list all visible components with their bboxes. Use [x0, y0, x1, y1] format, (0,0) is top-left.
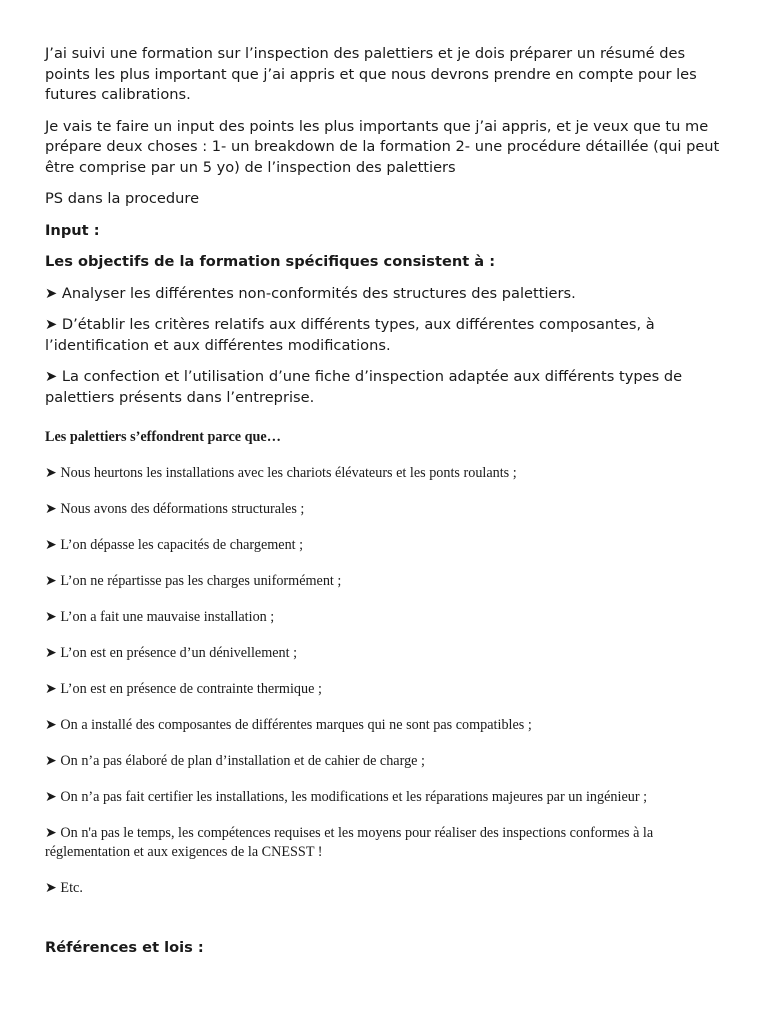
cause-item: ➤ On n'a pas le temps, les compétences requises et les moyens pour réaliser des inspections conformes à la réglementation et aux exigences de la CNESST ! [45, 825, 654, 860]
references-heading: Références et lois : [45, 939, 204, 956]
objectives-heading: Les objectifs de la formation spécifiques consistent à : [45, 253, 496, 270]
cause-item: ➤ L’on ne répartisse pas les charges uniformément ; [45, 573, 342, 589]
intro-section [45, 44, 725, 408]
cause-item: ➤ L’on dépasse les capacités de chargement ; [45, 537, 304, 553]
document-body [45, 44, 725, 958]
cause-item: ➤ On n’a pas fait certifier les installations, les modifications et les réparations majeures par un ingénieur ; [45, 789, 648, 805]
cause-item: ➤ Nous avons des déformations structurales ; [45, 501, 305, 517]
intro-paragraph-1: J’ai suivi une formation sur l’inspection des palettiers et je dois préparer un résumé des points les plus important que j’ai appris et que nous devrons prendre en compte pour les futures calibrations. [45, 45, 697, 103]
causes-list [45, 464, 725, 898]
cause-item: ➤ L’on est en présence d’un dénivellement ; [45, 645, 298, 661]
intro-paragraph-2: Je vais te faire un input des points les plus importants que j’ai appris, et je veux que tu me prépare deux choses : 1- un breakdown de la formation 2- une procédure détaillée (qui peut être comprise par un 5 yo) de l’inspection des palettiers [45, 117, 720, 176]
cause-item: ➤ L’on a fait une mauvaise installation ; [45, 609, 275, 625]
cause-item: ➤ L’on est en présence de contrainte thermique ; [45, 681, 322, 697]
input-heading: Input : [45, 221, 100, 239]
causes-heading: Les palettiers s’effondrent parce que… [45, 429, 281, 445]
cause-item: ➤ On n’a pas élaboré de plan d’installation et de cahier de charge ; [45, 753, 425, 769]
objective-item: ➤ D’établir les critères relatifs aux différents types, aux différentes composantes, à l’identification et aux différentes modifications. [45, 316, 655, 354]
cause-item: ➤ Nous heurtons les installations avec les chariots élévateurs et les ponts roulants ; [45, 465, 517, 481]
cause-item: ➤ On a installé des composantes de différentes marques qui ne sont pas compatibles ; [45, 717, 532, 733]
objective-item: ➤ La confection et l’utilisation d’une fiche d’inspection adaptée aux différents types de palettiers présents dans l’entreprise. [45, 368, 683, 406]
cause-item: ➤ Etc. [45, 880, 83, 896]
objective-item: ➤ Analyser les différentes non-conformités des structures des palettiers. [45, 284, 576, 302]
intro-paragraph-3: PS dans la procedure [45, 190, 200, 207]
